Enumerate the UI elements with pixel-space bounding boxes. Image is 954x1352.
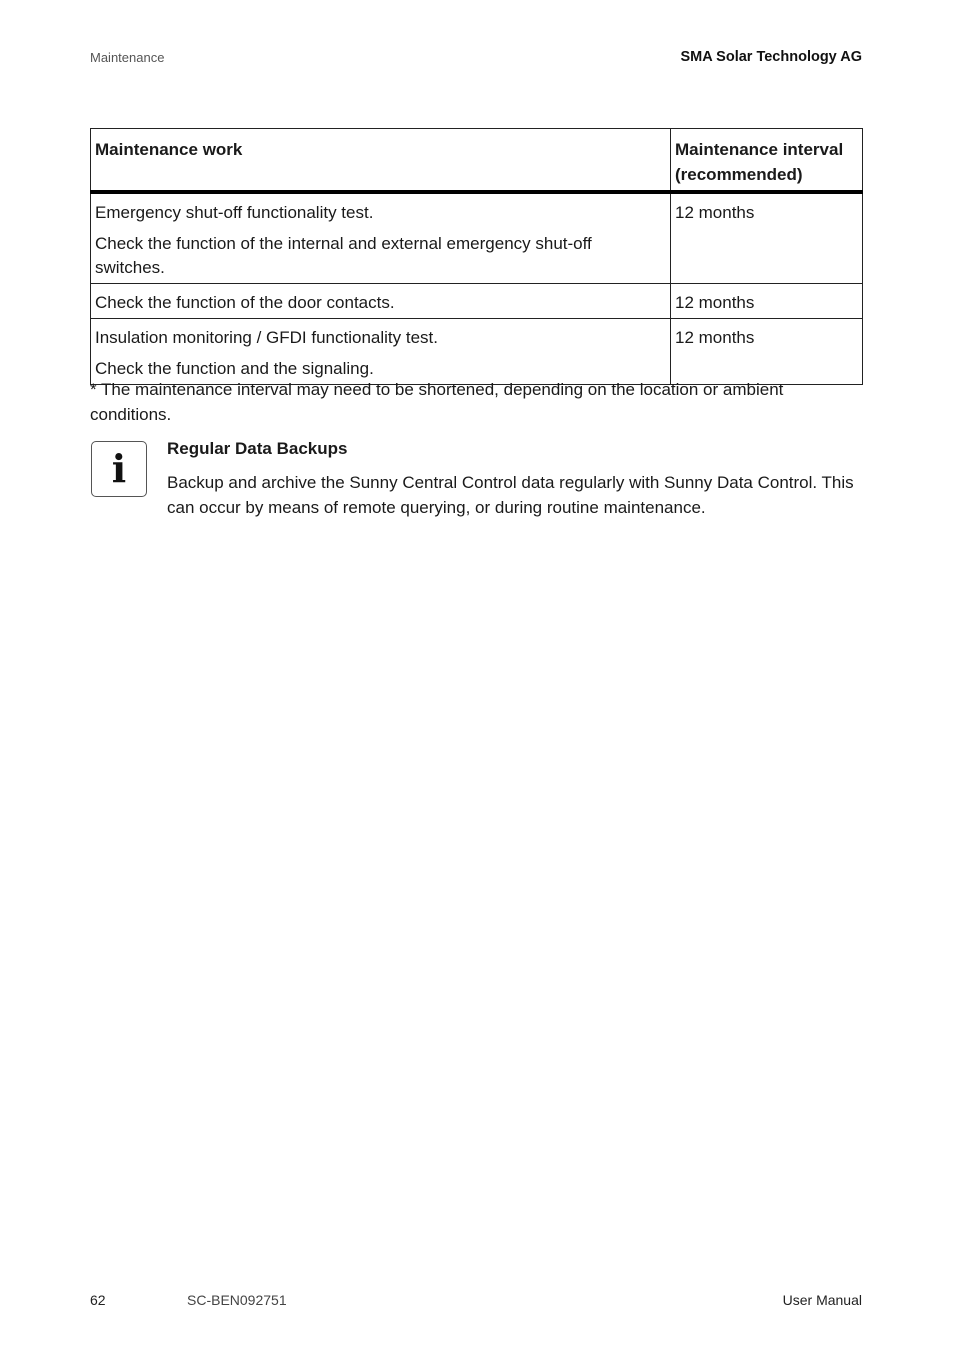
table-cell-work bbox=[91, 319, 671, 385]
table-header-row bbox=[91, 129, 863, 193]
table-cell-work bbox=[91, 284, 671, 319]
column-header-work: Maintenance work bbox=[91, 129, 671, 193]
table-row bbox=[91, 284, 863, 319]
footer-page-number: 62 bbox=[90, 1292, 106, 1308]
table-row bbox=[91, 319, 863, 385]
footer-doc-id: SC-BEN092751 bbox=[187, 1292, 287, 1308]
info-icon bbox=[91, 441, 147, 497]
cell-text: Check the function of the door contacts. bbox=[95, 293, 395, 312]
table-cell-interval: 12 months bbox=[671, 319, 863, 385]
table-cell-interval: 12 months bbox=[671, 284, 863, 319]
maintenance-table bbox=[90, 128, 863, 385]
cell-text: Check the function and the signaling. bbox=[95, 359, 374, 378]
column-header-interval: Maintenance interval (recommended) bbox=[671, 129, 863, 193]
footer-doc-type: User Manual bbox=[782, 1292, 862, 1308]
table-footnote: * The maintenance interval may need to be shortened, depending on the location or ambient conditions. bbox=[90, 380, 784, 424]
header-section: Maintenance bbox=[90, 50, 165, 65]
table-cell-work bbox=[91, 192, 671, 284]
cell-text: Emergency shut-off functionality test. bbox=[95, 203, 374, 222]
note-body: Backup and archive the Sunny Central Control data regularly with Sunny Data Control. This can occur by means of remote querying, or during routine maintenance. bbox=[167, 473, 854, 517]
header-company: SMA Solar Technology AG bbox=[680, 49, 862, 65]
info-icon-glyph: i bbox=[111, 446, 127, 491]
table-row bbox=[91, 192, 863, 284]
note-title: Regular Data Backups bbox=[167, 439, 348, 458]
cell-text: Insulation monitoring / GFDI functionality test. bbox=[95, 328, 438, 347]
table-cell-interval: 12 months bbox=[671, 192, 863, 284]
cell-text: Check the function of the internal and external emergency shut-off switches. bbox=[95, 234, 592, 277]
